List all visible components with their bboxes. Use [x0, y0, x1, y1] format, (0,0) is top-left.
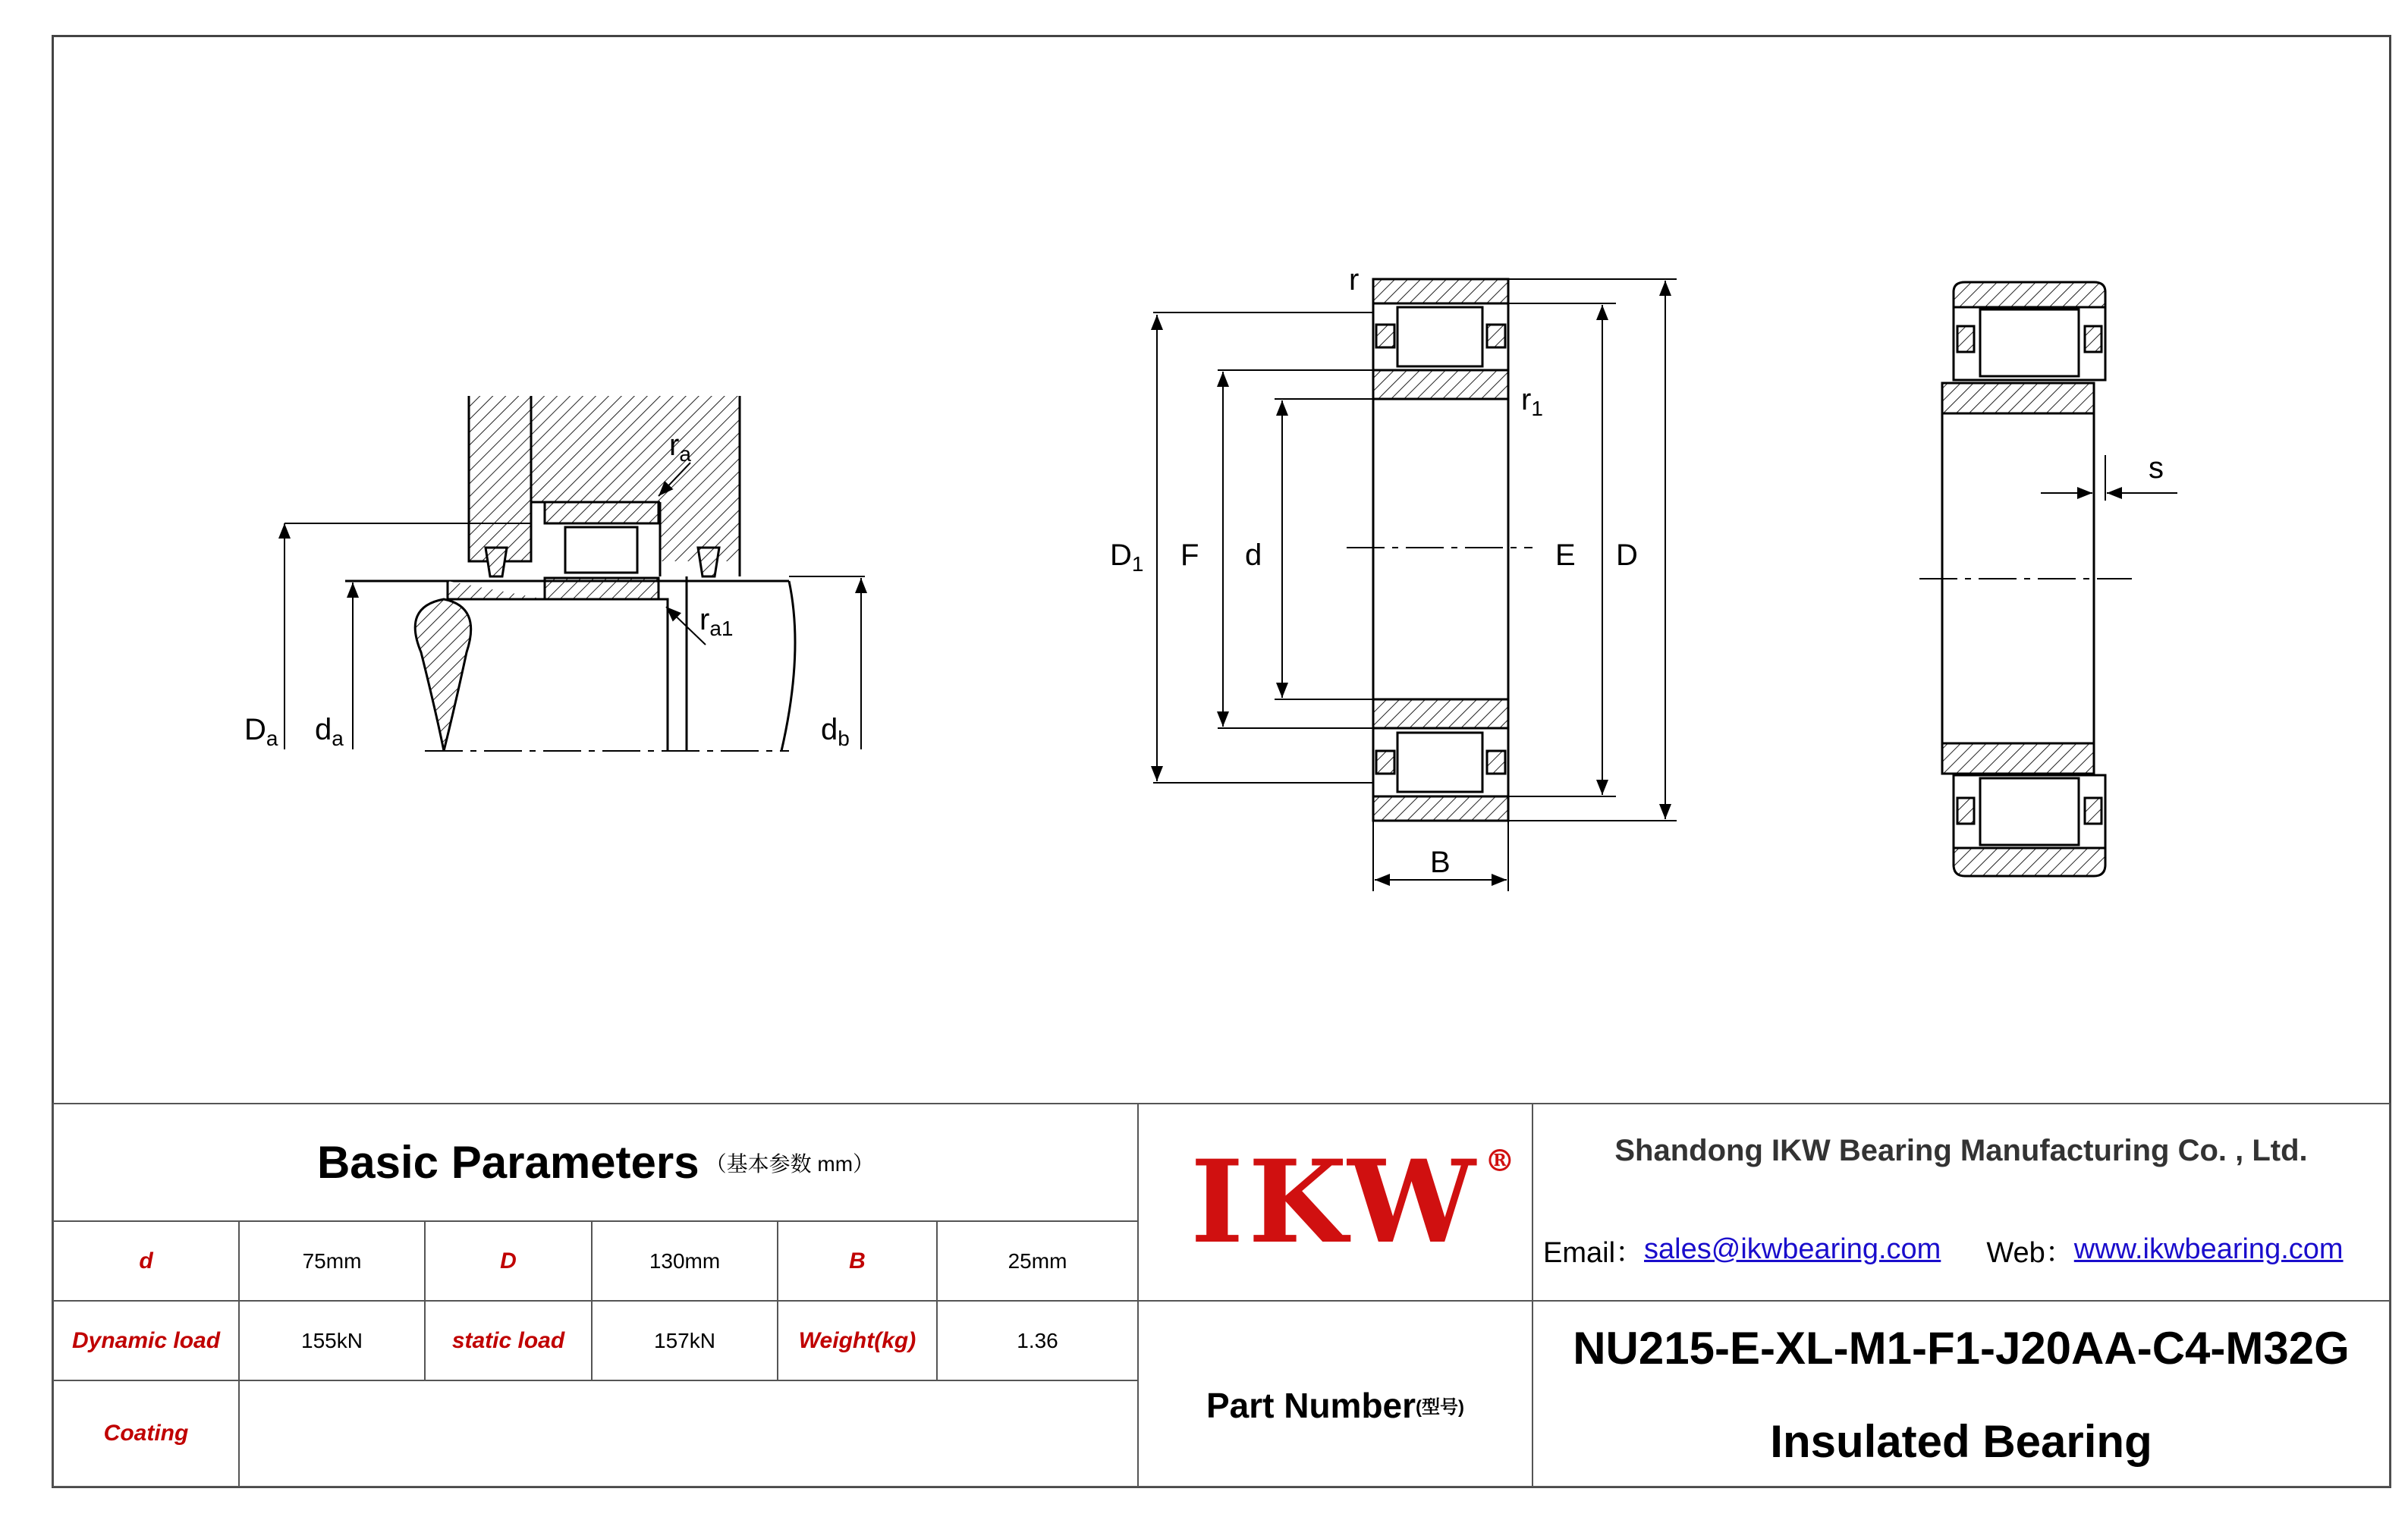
value-weight: 1.36: [1017, 1328, 1058, 1352]
registered-mark: ®: [1484, 1143, 1515, 1179]
bearing-section-view: [1153, 279, 1677, 891]
label-E: E: [1555, 539, 1576, 572]
value-static-load: 157kN: [654, 1328, 715, 1352]
bearing-side-view: [1919, 282, 2177, 876]
basic-parameters-title: Basic Parameters: [316, 1137, 699, 1188]
label-r: r: [1349, 263, 1360, 297]
label-db: $d_b$: [821, 713, 850, 750]
mounting-view: [284, 396, 865, 751]
label-D: D: [500, 1248, 517, 1273]
value-d: 75mm: [302, 1248, 362, 1273]
value-dynamic-load: 155kN: [301, 1328, 363, 1352]
label-ra1: $r_{a1}$: [699, 603, 734, 640]
bearing-type: Insulated Bearing: [1770, 1415, 2152, 1467]
email-link[interactable]: sales@ikwbearing.com: [1644, 1233, 1941, 1265]
value-D: 130mm: [649, 1248, 721, 1273]
basic-parameters-unit: （基本参数 mm）: [705, 1151, 875, 1176]
side-labels: [2149, 451, 2164, 485]
label-Da: $D_a$: [244, 713, 278, 750]
label-r1: $r_1$: [1521, 383, 1543, 420]
label-coating: Coating: [103, 1421, 189, 1446]
email-label: Email：: [1543, 1237, 1645, 1269]
label-d: d: [1245, 539, 1262, 572]
part-number-label: Part Number (型号): [1206, 1385, 1465, 1425]
web-label: Web：: [1986, 1237, 2074, 1269]
label-ra: $r_a$: [669, 429, 691, 466]
company-name: Shandong IKW Bearing Manufacturing Co. , Ltd.: [1614, 1134, 2308, 1167]
part-number-value: NU215-E-XL-M1-F1-J20AA-C4-M32G: [1573, 1323, 2350, 1374]
label-dynamic-load: Dynamic load: [71, 1327, 221, 1353]
label-D: D: [1616, 539, 1638, 572]
ikw-logo: IKW ®: [1190, 1135, 1515, 1269]
label-s: s: [2149, 451, 2164, 485]
title-block-grid: [53, 1104, 2390, 1487]
label-d: d: [139, 1248, 153, 1273]
label-F: F: [1180, 539, 1199, 572]
value-B: 25mm: [1008, 1248, 1067, 1273]
label-B: B: [849, 1248, 866, 1273]
label-D1: $D_1$: [1110, 539, 1144, 576]
web-link[interactable]: www.ikwbearing.com: [2073, 1233, 2344, 1265]
label-da: $d_a$: [315, 713, 344, 750]
label-weight: Weight(kg): [798, 1327, 916, 1353]
label-static-load: static load: [451, 1327, 565, 1353]
label-B: B: [1430, 846, 1451, 879]
